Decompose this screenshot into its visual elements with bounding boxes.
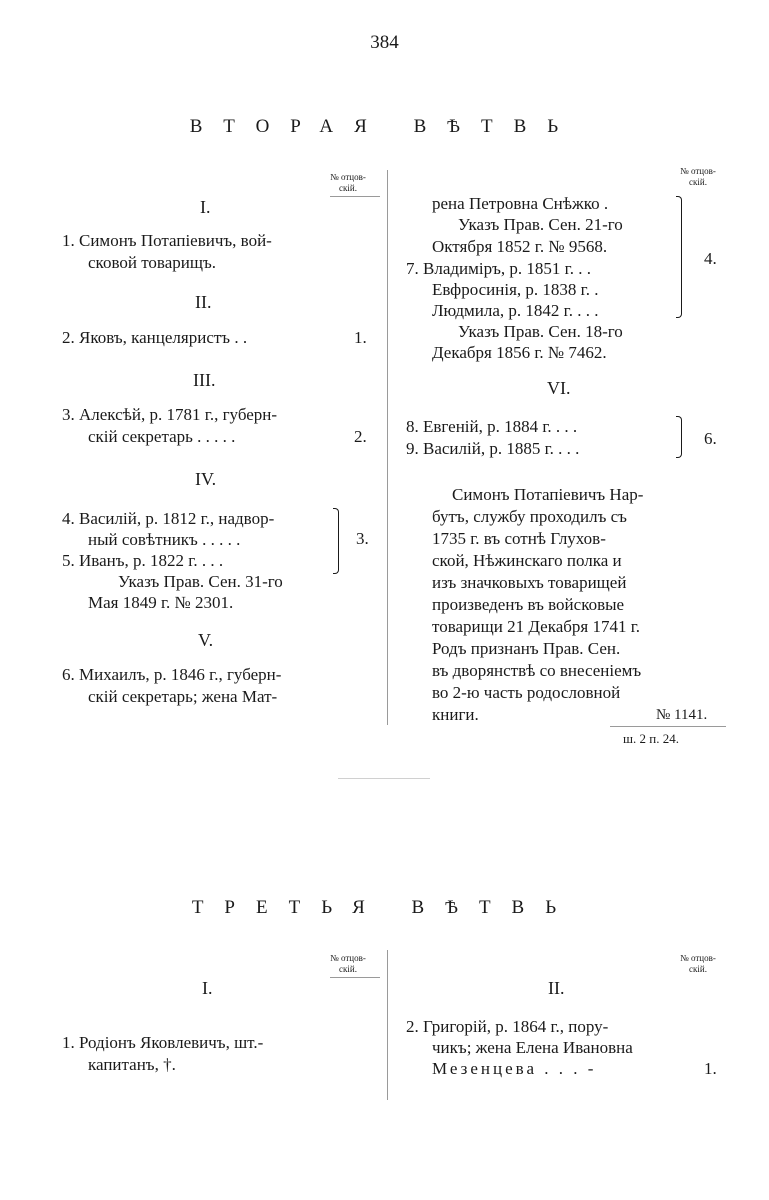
- column-header-line2: скій.: [689, 177, 707, 187]
- column-header-left: [322, 172, 374, 194]
- entry-line: 8. Евгеній, р. 1884 г. . . .: [406, 417, 578, 436]
- entry-line: 9. Василій, р. 1885 г. . . .: [406, 439, 580, 458]
- column-header-line1: № отцов-: [680, 166, 716, 176]
- note-line: Симонъ Потапіевичъ Нар-: [452, 485, 644, 504]
- note-line: товарищи 21 Декабря 1741 г.: [432, 617, 641, 636]
- note-line: во 2-ю часть родословной: [432, 683, 621, 702]
- generation-heading: VI.: [547, 378, 571, 398]
- entry-line: капитанъ, †.: [88, 1055, 176, 1074]
- column-header-right: [672, 166, 724, 188]
- father-number: 1.: [704, 1059, 717, 1078]
- entry-line: 1. Симонъ Потапіевичъ, вой-: [62, 231, 272, 250]
- generation-heading: III.: [193, 370, 216, 390]
- generation-heading: V.: [198, 630, 214, 650]
- note-line: Родъ признанъ Прав. Сен.: [432, 639, 621, 658]
- entry-line: сковой товарищъ.: [88, 253, 216, 272]
- archive-reference: ш. 2 п. 24.: [623, 731, 679, 746]
- generation-heading: II.: [548, 978, 565, 998]
- entry-line: Мезенцева . . . -: [432, 1059, 597, 1078]
- note-line: книги.: [432, 705, 479, 724]
- generation-heading: I.: [202, 978, 213, 998]
- generation-heading: IV.: [195, 469, 217, 489]
- entry-line: 6. Михаилъ, р. 1846 г., губерн-: [62, 665, 282, 684]
- column-divider: [387, 950, 388, 1100]
- column-header-line1: № отцов-: [330, 953, 366, 963]
- entry-line: 2. Григорій, р. 1864 г., пору-: [406, 1017, 609, 1036]
- decree-line: Указъ Прав. Сен. 21-го: [458, 215, 623, 234]
- father-number: 4.: [704, 249, 717, 268]
- entry-line: 4. Василій, р. 1812 г., надвор-: [62, 509, 275, 528]
- reference-rule: [610, 726, 726, 727]
- column-rule: [330, 196, 380, 197]
- entry-line: 1. Родіонъ Яковлевичъ, шт.-: [62, 1033, 264, 1052]
- father-number: 1.: [354, 328, 367, 347]
- column-header-line2: скій.: [339, 964, 357, 974]
- entry-line: чикъ; жена Елена Ивановна: [432, 1038, 633, 1057]
- generation-heading: I.: [200, 197, 211, 217]
- bracket: [676, 416, 682, 458]
- column-header-line1: № отцов-: [330, 172, 366, 182]
- decree-line: Октября 1852 г. № 9568.: [432, 237, 608, 256]
- bracket: [333, 508, 339, 574]
- entry-line: Евфросинія, р. 1838 г. .: [432, 280, 599, 299]
- note-line: изъ значковыхъ товарищей: [432, 573, 627, 592]
- column-header-right: [672, 953, 724, 975]
- decree-line: Указъ Прав. Сен. 18-го: [458, 322, 623, 341]
- entry-line: 7. Владиміръ, р. 1851 г. . .: [406, 259, 591, 278]
- page-number: 384: [370, 32, 399, 53]
- entry-line: 5. Иванъ, р. 1822 г. . . .: [62, 551, 224, 570]
- father-number: 2.: [354, 427, 367, 446]
- note-line: произведенъ въ войсковые: [432, 595, 625, 614]
- column-rule: [330, 977, 380, 978]
- document-number: № 1141.: [656, 707, 708, 723]
- entry-line: ный совѣтникъ . . . . .: [88, 530, 241, 549]
- father-number: 3.: [356, 529, 369, 548]
- father-number: 6.: [704, 429, 717, 448]
- section-separator: [338, 778, 430, 779]
- note-line: ской, Нѣжинскаго полка и: [432, 551, 622, 570]
- note-line: 1735 г. въ сотнѣ Глухов-: [432, 529, 606, 548]
- entry-line: рена Петровна Снѣжко .: [432, 194, 609, 213]
- column-header-line2: скій.: [689, 964, 707, 974]
- entry-line: Людмила, р. 1842 г. . . .: [432, 301, 599, 320]
- column-header-line1: № отцов-: [680, 953, 716, 963]
- section-title-third-branch: ТРЕТЬЯ ВѢТВЬ: [191, 897, 578, 918]
- column-divider: [387, 170, 388, 725]
- entry-line: 2. Яковъ, канцеляристъ . .: [62, 328, 248, 347]
- bracket: [676, 196, 682, 318]
- note-line: въ дворянствѣ со внесеніемъ: [432, 661, 642, 680]
- note-line: бутъ, службу проходилъ съ: [432, 507, 627, 526]
- entry-line: 3. Алексѣй, р. 1781 г., губерн-: [62, 405, 278, 424]
- column-header-left: [322, 953, 374, 975]
- generation-heading: II.: [195, 292, 212, 312]
- entry-line: скій секретарь; жена Мат-: [88, 687, 278, 706]
- column-header-line2: скій.: [339, 183, 357, 193]
- decree-line: Мая 1849 г. № 2301.: [88, 593, 234, 612]
- entry-line: скій секретарь . . . . .: [88, 427, 236, 446]
- decree-line: Указъ Прав. Сен. 31-го: [118, 572, 283, 591]
- decree-line: Декабря 1856 г. № 7462.: [432, 343, 607, 362]
- section-title-second-branch: ВТОРАЯ ВѢТВЬ: [189, 116, 580, 137]
